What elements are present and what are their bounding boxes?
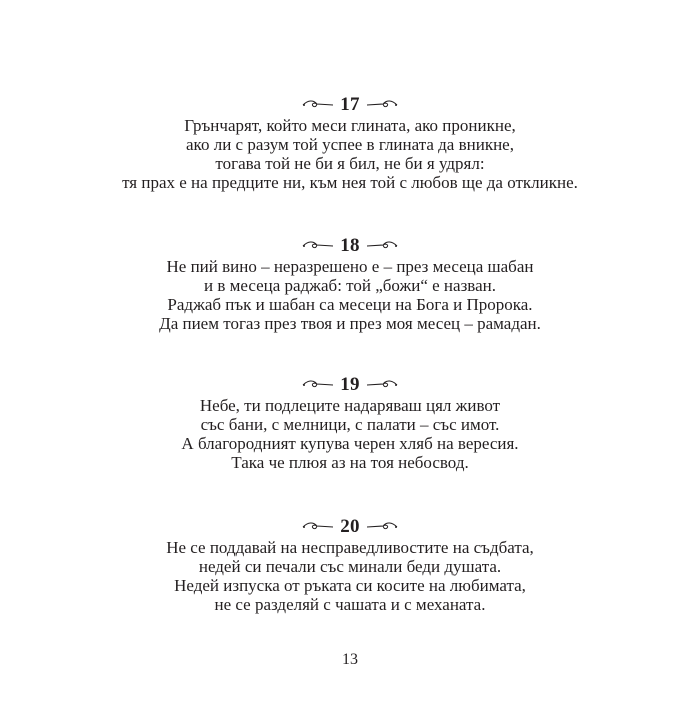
- flourish-left-icon: [302, 99, 334, 111]
- stanza-heading: [0, 516, 700, 538]
- stanza-18: [0, 235, 700, 333]
- stanza-heading: [0, 94, 700, 116]
- verse-line: и в месеца раджаб: той „божи“ е назван.: [204, 276, 496, 295]
- flourish-right-icon: [366, 240, 398, 252]
- verse-line: Не се поддавай на несправедливостите на съдбата,: [166, 538, 534, 557]
- verse-line: Да пием тогаз през твоя и през моя месец – рамадан.: [159, 314, 541, 333]
- verse-line: Недей изпуска от ръката си косите на любимата,: [174, 576, 526, 595]
- verse-line: ако ли с разум той успее в глината да вникне,: [186, 135, 514, 154]
- verse-line: недей си печали със минали беди душата.: [198, 557, 502, 576]
- stanza-number: 19: [340, 374, 360, 395]
- flourish-right-icon: [366, 379, 398, 391]
- page-number: 13: [342, 651, 358, 668]
- stanza-heading: [0, 374, 700, 396]
- stanza-number: 20: [340, 516, 360, 537]
- stanza-heading: [0, 235, 700, 257]
- verse-line: Грънчарят, който меси глината, ако проникне,: [184, 116, 516, 135]
- verse-line: тогава той не би я бил, не би я удрял:: [215, 154, 485, 173]
- verse-line: със бани, с мелници, с палати – със имот.: [200, 415, 500, 434]
- verse-line: Небе, ти подлеците надаряваш цял живот: [199, 396, 501, 415]
- flourish-left-icon: [302, 521, 334, 533]
- flourish-left-icon: [302, 379, 334, 391]
- verse-line: тя прах е на предците ни, към нея той с любов ще да откликне.: [122, 173, 578, 192]
- verse-line: Не пий вино – неразрешено е – през месеца шабан: [166, 257, 534, 276]
- verse-line: не се разделяй с чашата и с механата.: [214, 595, 486, 614]
- verse-line: Така че плюя аз на тоя небосвод.: [231, 453, 469, 472]
- stanza-number: 17: [340, 94, 360, 115]
- stanza-19: [0, 374, 700, 472]
- verse-line: А благородният купува черен хляб на вересия.: [181, 434, 519, 453]
- stanza-number: 18: [340, 235, 360, 256]
- flourish-right-icon: [366, 521, 398, 533]
- stanza-17: [0, 94, 700, 192]
- verse-line: Раджаб пък и шабан са месеци на Бога и Пророка.: [167, 295, 533, 314]
- flourish-right-icon: [366, 99, 398, 111]
- flourish-left-icon: [302, 240, 334, 252]
- stanza-20: [0, 516, 700, 614]
